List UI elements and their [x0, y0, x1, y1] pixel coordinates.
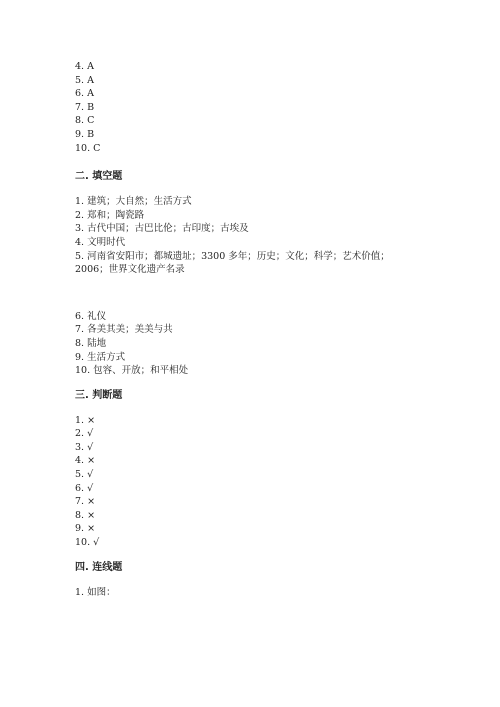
fill-answer-4: 4. 文明时代 — [75, 236, 126, 248]
choice-answer-9: 9. B — [75, 128, 95, 140]
choice-answer-6: 6. A — [75, 88, 94, 100]
tf-answer-7: 7. × — [75, 496, 96, 508]
tf-answer-9: 9. × — [75, 523, 96, 535]
answer-key-page — [75, 60, 475, 599]
fill-answer-10: 10. 包容、开放；和平相处 — [75, 365, 189, 377]
choice-answer-5: 5. A — [75, 74, 94, 86]
matching-answers-list — [75, 586, 475, 600]
fill-answer-6: 6. 礼仪 — [75, 310, 107, 322]
matching-answer-1: 1. 如图： — [75, 586, 116, 598]
fill-blank-answers-list — [75, 195, 475, 277]
section-heading-matching: 四. 连线题 — [75, 561, 123, 573]
fill-answer-9: 9. 生活方式 — [75, 351, 126, 363]
true-false-answers-list — [75, 414, 475, 550]
section-heading-true-false: 三. 判断题 — [75, 389, 123, 401]
fill-answer-8: 8. 陆地 — [75, 337, 107, 349]
choice-answer-10: 10. C — [75, 142, 101, 154]
fill-answer-5-part2: 2006；世界文化遗产名录 — [75, 264, 185, 276]
choice-answer-8: 8. C — [75, 115, 95, 127]
tf-answer-8: 8. × — [75, 509, 96, 521]
choice-answer-7: 7. B — [75, 101, 95, 113]
fill-answer-1: 1. 建筑；大自然；生活方式 — [75, 196, 192, 208]
tf-answer-1: 1. × — [75, 414, 96, 426]
fill-answer-3: 3. 古代中国；古巴比伦；古印度；古埃及 — [75, 223, 249, 235]
tf-answer-10: 10. √ — [75, 537, 100, 549]
fill-answer-7: 7. 各美其美；美美与共 — [75, 324, 173, 336]
tf-answer-6: 6. √ — [75, 482, 94, 494]
section-heading-fill-blank: 二. 填空题 — [75, 171, 123, 183]
choice-answer-4: 4. A — [75, 61, 94, 72]
tf-answer-5: 5. √ — [75, 469, 94, 481]
tf-answer-2: 2. √ — [75, 428, 94, 440]
tf-answer-3: 3. √ — [75, 441, 94, 453]
fill-answer-5-part1: 5. 河南省安阳市；都城遗址；3300 多年；历史；文化；科学；艺术价值； — [75, 250, 390, 262]
fill-blank-answers-list-continued — [75, 310, 475, 378]
choice-answers-list — [75, 60, 475, 155]
fill-answer-2: 2. 郑和；陶瓷路 — [75, 209, 145, 221]
tf-answer-4: 4. × — [75, 455, 96, 467]
